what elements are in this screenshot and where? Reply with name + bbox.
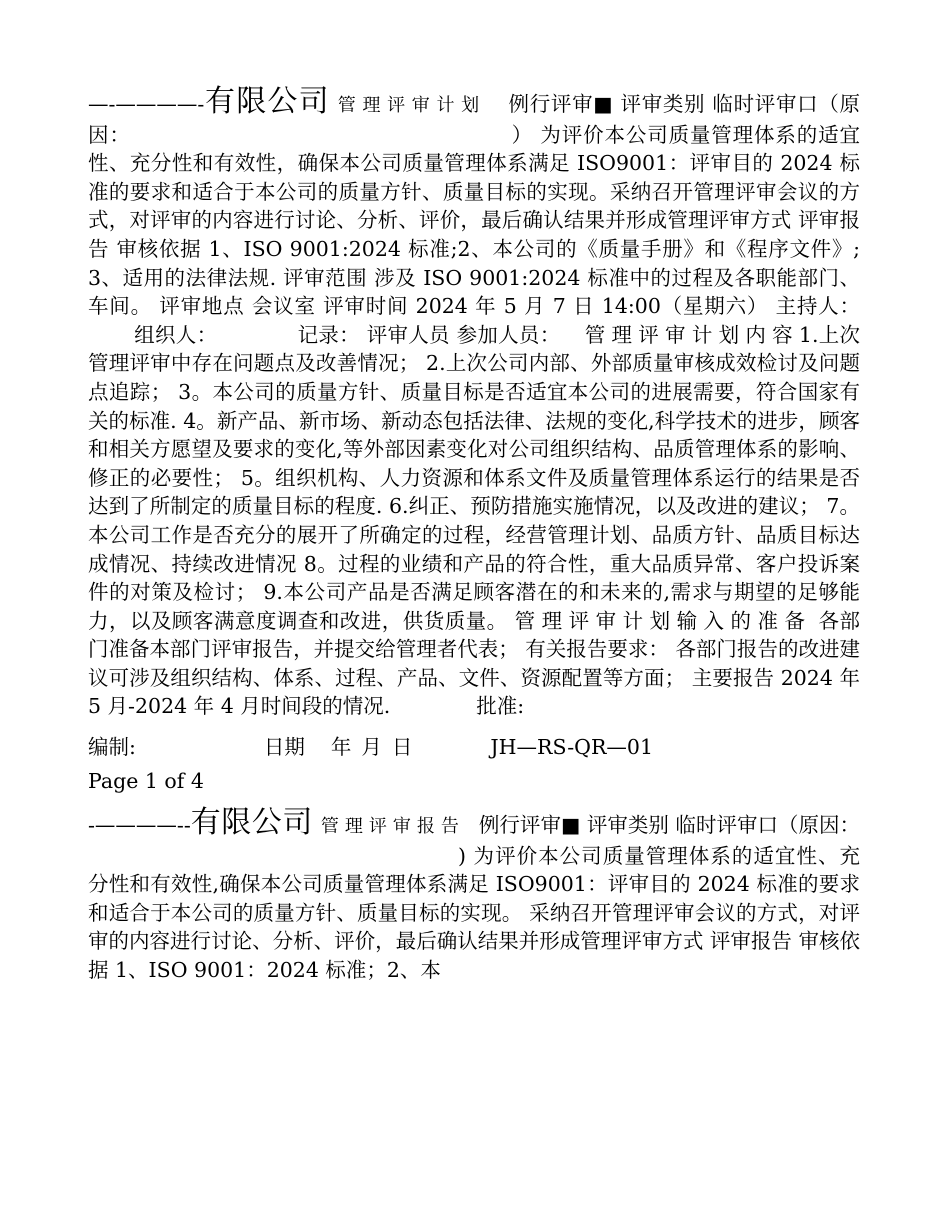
company-name: 有限公司 — [204, 84, 330, 119]
report-company-name: 有限公司 — [190, 805, 313, 841]
prepared-label: 编制: — [88, 735, 136, 760]
recorder-label: 记录： — [297, 322, 360, 347]
document-page — [88, 84, 861, 985]
day-label: 日 — [391, 735, 413, 760]
plan-title: 管理评审计划 — [337, 95, 486, 116]
document-code: JH—RS-QR—01 — [490, 735, 654, 760]
reviewers-label: 评审人员 参加人员： — [366, 322, 561, 347]
date-label: 日期 — [263, 735, 305, 760]
input-body: 各部门准备本部门评审报告，并提交给管理者代表； 有关报告要求： 各部门报告的改进建议可涉及组织结构、体系、过程、产品、文件、资源配置等方面； 主要报告 2024 年 5 月-2024 年 4 月时间段的情况. — [88, 608, 860, 719]
report-title: 管理评审报告 — [320, 816, 465, 838]
report-review-category: 例行评审■ 评审类别 临时评审口（原因： — [478, 813, 861, 838]
report-company-prefix: -————-- — [88, 813, 191, 838]
report-section — [88, 805, 861, 985]
company-prefix: —-————- — [88, 92, 205, 116]
plan-body-text: ） 为评价本公司质量管理体系的适宜性、充分性和有效性，确保本公司质量管理体系满足 ISO9001：评审目的 2024 标准的要求和适合于本公司的质量方针、质量目标的实现。采纳召开管理评审会议的方式，对评审的内容进行讨论、分析、评价，最后确认结果并形成管理评审方式 评审报告 审核依据 1、ISO 9001:2024 标准;2、本公司的《质量手册》和《程序文件》;3、适用的法律法规. 评审范围 涉及 ISO 9001:2024 标准中的过程及各职能部门、车间。 评审地点 会议室 评审时间 2024 年 5 月 7 日 14:00（星期六） 主持人： — [88, 122, 861, 319]
signature-line — [88, 733, 860, 761]
page-number: Page 1 of 4 — [88, 769, 204, 794]
plan-section — [88, 84, 861, 721]
plan-review-category: 例行评审■ 评审类别 临时评审口（原因： — [88, 92, 861, 147]
organizer-label: 组织人： — [134, 322, 218, 347]
report-body-text: ) 为评价本公司质量管理体系的适宜性、充分性和有效性,确保本公司质量管理体系满足 ISO9001：评审目的 2024 标准的要求和适合于本公司的质量方针、质量目标的实现。 采纳召开管理评审会议的方式，对评审的内容进行讨论、分析、评价，最后确认结果并形成管理评审方式 评审报告 审核依据 1、ISO 9001：2024 标准；2、本 — [88, 843, 860, 983]
month-label: 月 — [361, 735, 382, 760]
content-title: 管理评审计划内容 — [584, 322, 799, 347]
approve-label: 批准: — [476, 694, 525, 719]
input-title: 管理评审计划输入的准备 — [514, 608, 812, 633]
year-label: 年 — [330, 735, 352, 760]
content-body: 1.上次管理评审中存在问题点及改善情况； 2.上次公司内部、外部质量审核成效检讨及问题点追踪； 3。本公司的质量方针、质量目标是否适宜本公司的进展需要，符合国家有关的标准. 4。新产品、新市场、新动态包括法律、法规的变化,科学技术的进步，顾客和相关方愿望及要求的变化,等外部因素变化对公司组织结构、品质管理体系的影响、修正的必要性； 5。组织机构、人力资源和体系文件及质量管理体系运行的结果是否达到了所制定的质量目标的程度. 6.纠正、预防措施实施情况，以及改进的建议； 7。本公司工作是否充分的展开了所确定的过程，经营管理计划、品质方针、品质目标达成情况、持续改进情况 8。过程的业绩和产品的符合性，重大品质异常、客户投诉案件的对策及检讨； 9.本公司产品是否满足顾客潜在的和未来的,需求与期望的足够能力，以及顾客满意度调查和改进，供货质量。 — [88, 322, 861, 633]
